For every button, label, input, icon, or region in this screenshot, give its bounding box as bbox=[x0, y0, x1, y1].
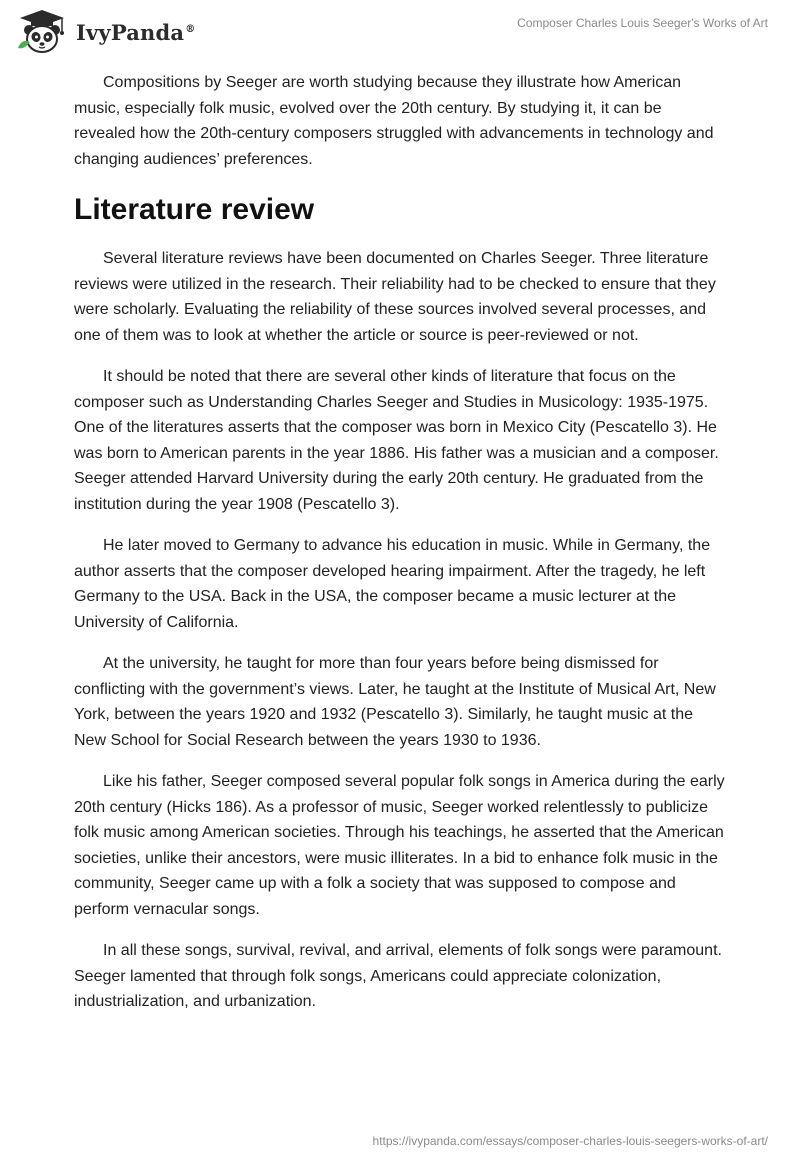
brand-name: IvyPanda® bbox=[76, 19, 196, 45]
body-paragraph: In all these songs, survival, revival, and arrival, elements of folk songs were paramount. Seeger lamented that through folk songs, Americans could appreciate colonization, industrialization, and urbanization. bbox=[74, 942, 722, 1010]
body-paragraph: Several literature reviews have been documented on Charles Seeger. Three literature reviews were utilized in the research. Their reliability had to be checked to ensure that they were scholarly. Evaluating the reliability of these sources involved several processes, and one of them was to look at whether the article or source is peer-reviewed or not. bbox=[74, 250, 716, 344]
essay-body bbox=[74, 70, 726, 1031]
body-paragraph: It should be noted that there are several other kinds of literature that focus on the composer such as Understanding Charles Seeger and Studies in Musicology: 1935-1975. One of the literatures asserts that the composer was born in Mexico City (Pescatello 3). He was born to American parents in the year 1886. His father was a musician and a composer. Seeger attended Harvard University during the early 20th century. He graduated from the institution during the year 1908 (Pescatello 3). bbox=[74, 368, 719, 513]
body-paragraph: At the university, he taught for more than four years before being dismissed for conflicting with the government’s views. Later, he taught at the Institute of Musical Art, New York, between the years 1920 and 1932 (Pescatello 3). Similarly, he taught music at the New School for Social Research between the years 1930 to 1936. bbox=[74, 655, 716, 749]
source-url[interactable]: https://ivypanda.com/essays/composer-charles-louis-seegers-works-of-art/ bbox=[372, 1134, 768, 1148]
panda-icon bbox=[14, 8, 70, 56]
body-paragraph: He later moved to Germany to advance his education in music. While in Germany, the author asserts that the composer developed hearing impairment. After the tragedy, he left Germany to the USA. Back in the USA, the composer became a music lecturer at the University of California. bbox=[74, 537, 711, 631]
registered-mark: ® bbox=[185, 23, 196, 35]
page-header bbox=[0, 0, 800, 64]
document-title: Composer Charles Louis Seeger's Works of Art bbox=[517, 16, 768, 30]
body-paragraph: Like his father, Seeger composed several popular folk songs in America during the early 20th century (Hicks 186). As a professor of music, Seeger worked relentlessly to publicize folk music among American societies. Through his teachings, he asserted that the American societies, unlike their ancestors, were music illiterates. In a bid to enhance folk music in the community, Seeger came up with a folk a society that was supposed to compose and perform vernacular songs. bbox=[74, 773, 725, 918]
section-heading: Literature review bbox=[74, 193, 315, 226]
intro-paragraph: Compositions by Seeger are worth studying because they illustrate how American music, especially folk music, evolved over the 20th century. By studying it, it can be revealed how the 20th-century composers struggled with advancements in technology and changing audiences’ preferences. bbox=[74, 74, 714, 168]
ivypanda-logo[interactable] bbox=[14, 8, 195, 56]
